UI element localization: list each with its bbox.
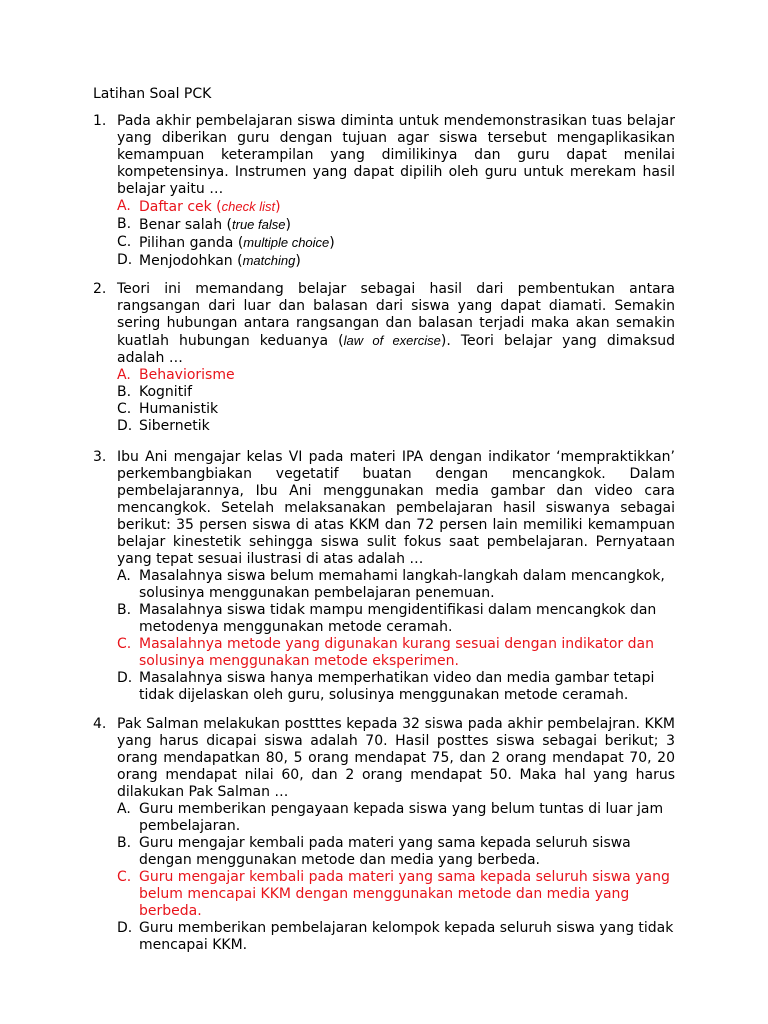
option-a bbox=[117, 568, 675, 602]
option-letter: A. bbox=[117, 801, 131, 817]
option-a bbox=[117, 198, 675, 216]
option-text: Behaviorisme bbox=[139, 367, 235, 383]
option-letter: C. bbox=[117, 401, 132, 417]
question-2 bbox=[93, 281, 675, 435]
question-1 bbox=[93, 113, 675, 270]
option-text: Masalahnya siswa belum memahami langkah-langkah dalam mencangkok, solusinya menggunakan pembelajaran penemuan. bbox=[139, 568, 665, 601]
option-close: ) bbox=[295, 253, 301, 269]
option-text: Kognitif bbox=[139, 384, 193, 400]
question-text-after: ). Teori belajar yang dimaksud adalah … bbox=[117, 333, 675, 366]
option-a bbox=[117, 801, 675, 835]
option-text: Daftar cek ( bbox=[139, 199, 222, 215]
option-text: Humanistik bbox=[139, 401, 219, 417]
question-3 bbox=[93, 449, 675, 704]
options-list bbox=[93, 198, 675, 270]
option-letter: A. bbox=[117, 367, 131, 383]
question-number: 4. bbox=[93, 716, 107, 732]
option-letter: C. bbox=[117, 234, 132, 250]
option-text: Masalahnya metode yang digunakan kurang sesuai dengan indikator dan solusinya menggunakan metode eksperimen. bbox=[139, 636, 654, 669]
option-b bbox=[117, 602, 675, 636]
option-text: Guru memberikan pembelajaran kelompok kepada seluruh siswa yang tidak mencapai KKM. bbox=[139, 920, 674, 953]
option-text: Menjodohkan ( bbox=[139, 253, 243, 269]
option-letter: C. bbox=[117, 869, 132, 885]
option-a bbox=[117, 367, 675, 384]
option-term: check list bbox=[221, 199, 276, 214]
option-text: Guru mengajar kembali pada materi yang sama kepada seluruh siswa dengan menggunakan metode dan media yang berbeda. bbox=[139, 835, 631, 868]
option-term: multiple choice bbox=[243, 235, 330, 250]
option-letter: D. bbox=[117, 418, 133, 434]
options-list bbox=[93, 801, 675, 954]
options-list bbox=[93, 367, 675, 435]
option-term: true false bbox=[232, 217, 286, 232]
option-c bbox=[117, 234, 675, 252]
option-letter: C. bbox=[117, 636, 132, 652]
option-d bbox=[117, 252, 675, 270]
option-letter: D. bbox=[117, 252, 133, 268]
question-text: Ibu Ani mengajar kelas VI pada materi IPA dengan indikator ‘mempraktikkan’ perkembangbiakan vegetatif buatan dengan mencangkok. Dalam pembelajarannya, Ibu Ani menggunakan media gambar dan video cara mencangkok. Setelah melaksanakan pembelajaran hasil siswanya sebagai berikut: 35 persen siswa di atas KKM dan 72 persen lain memiliki kemampuan belajar kinestetik sehingga siswa sulit fokus saat pembelajaran. Pernyataan yang tepat sesuai ilustrasi di atas adalah … bbox=[117, 449, 675, 567]
question-number: 2. bbox=[93, 281, 107, 297]
option-c bbox=[117, 636, 675, 670]
option-b bbox=[117, 216, 675, 234]
document-title: Latihan Soal PCK bbox=[93, 86, 212, 102]
question-number: 3. bbox=[93, 449, 107, 465]
option-b bbox=[117, 384, 675, 401]
option-text: Masalahnya siswa hanya memperhatikan video dan media gambar tetapi tidak dijelaskan oleh guru, solusinya menggunakan metode ceramah. bbox=[139, 670, 655, 703]
option-text: Guru memberikan pengayaan kepada siswa yang belum tuntas di luar jam pembelajaran. bbox=[139, 801, 664, 834]
option-close: ) bbox=[275, 199, 281, 215]
option-b bbox=[117, 835, 675, 869]
question-text: Pak Salman melakukan postttes kepada 32 siswa pada akhir pembelajran. KKM yang harus dicapai siswa adalah 70. Hasil posttes siswa sebagai berikut; 3 orang mendapatkan 80, 5 orang mendapat 75, dan 2 orang mendapat 70, 20 orang mendapat nilai 60, dan 2 orang mendapat 50. Maka hal yang harus dilakukan Pak Salman … bbox=[117, 716, 675, 800]
option-letter: D. bbox=[117, 920, 133, 936]
option-text: Sibernetik bbox=[139, 418, 210, 434]
option-d bbox=[117, 920, 675, 954]
option-text: Benar salah ( bbox=[139, 217, 233, 233]
option-letter: B. bbox=[117, 216, 132, 232]
option-c bbox=[117, 401, 675, 418]
question-4 bbox=[93, 716, 675, 954]
option-d bbox=[117, 670, 675, 704]
option-d bbox=[117, 418, 675, 435]
option-c bbox=[117, 869, 675, 920]
question-term: law of exercise bbox=[343, 333, 441, 348]
options-list bbox=[93, 568, 675, 704]
question-text-before: Teori ini memandang belajar sebagai hasil dari pembentukan antara rangsangan dari luar dan balasan dari siswa yang dapat diamati. Semakin sering hubungan antara rangsangan dan balasan terjadi maka akan semakin kuatlah hubungan keduanya ( bbox=[117, 281, 675, 349]
question-number: 1. bbox=[93, 113, 107, 129]
option-term: matching bbox=[242, 253, 296, 268]
option-letter: D. bbox=[117, 670, 133, 686]
option-close: ) bbox=[329, 235, 335, 251]
question-text: Pada akhir pembelajaran siswa diminta untuk mendemonstrasikan tuas belajar yang diberikan guru dengan tujuan agar siswa tersebut mengaplikasikan kemampuan keterampilan yang dimilikinya dan guru dapat menilai kompetensinya. Instrumen yang dapat dipilih oleh guru untuk merekam hasil belajar yaitu … bbox=[117, 113, 675, 197]
option-close: ) bbox=[285, 217, 291, 233]
option-letter: B. bbox=[117, 602, 132, 618]
question-text bbox=[117, 281, 675, 367]
option-text: Masalahnya siswa tidak mampu mengidentifikasi dalam mencangkok dan metodenya menggunakan metode ceramah. bbox=[139, 602, 657, 635]
option-text: Guru mengajar kembali pada materi yang sama kepada seluruh siswa yang belum mencapai KKM dengan menggunakan metode dan media yang berbeda. bbox=[139, 869, 670, 919]
option-text: Pilihan ganda ( bbox=[139, 235, 244, 251]
option-letter: A. bbox=[117, 568, 131, 584]
option-letter: B. bbox=[117, 835, 132, 851]
option-letter: B. bbox=[117, 384, 132, 400]
option-letter: A. bbox=[117, 198, 131, 214]
